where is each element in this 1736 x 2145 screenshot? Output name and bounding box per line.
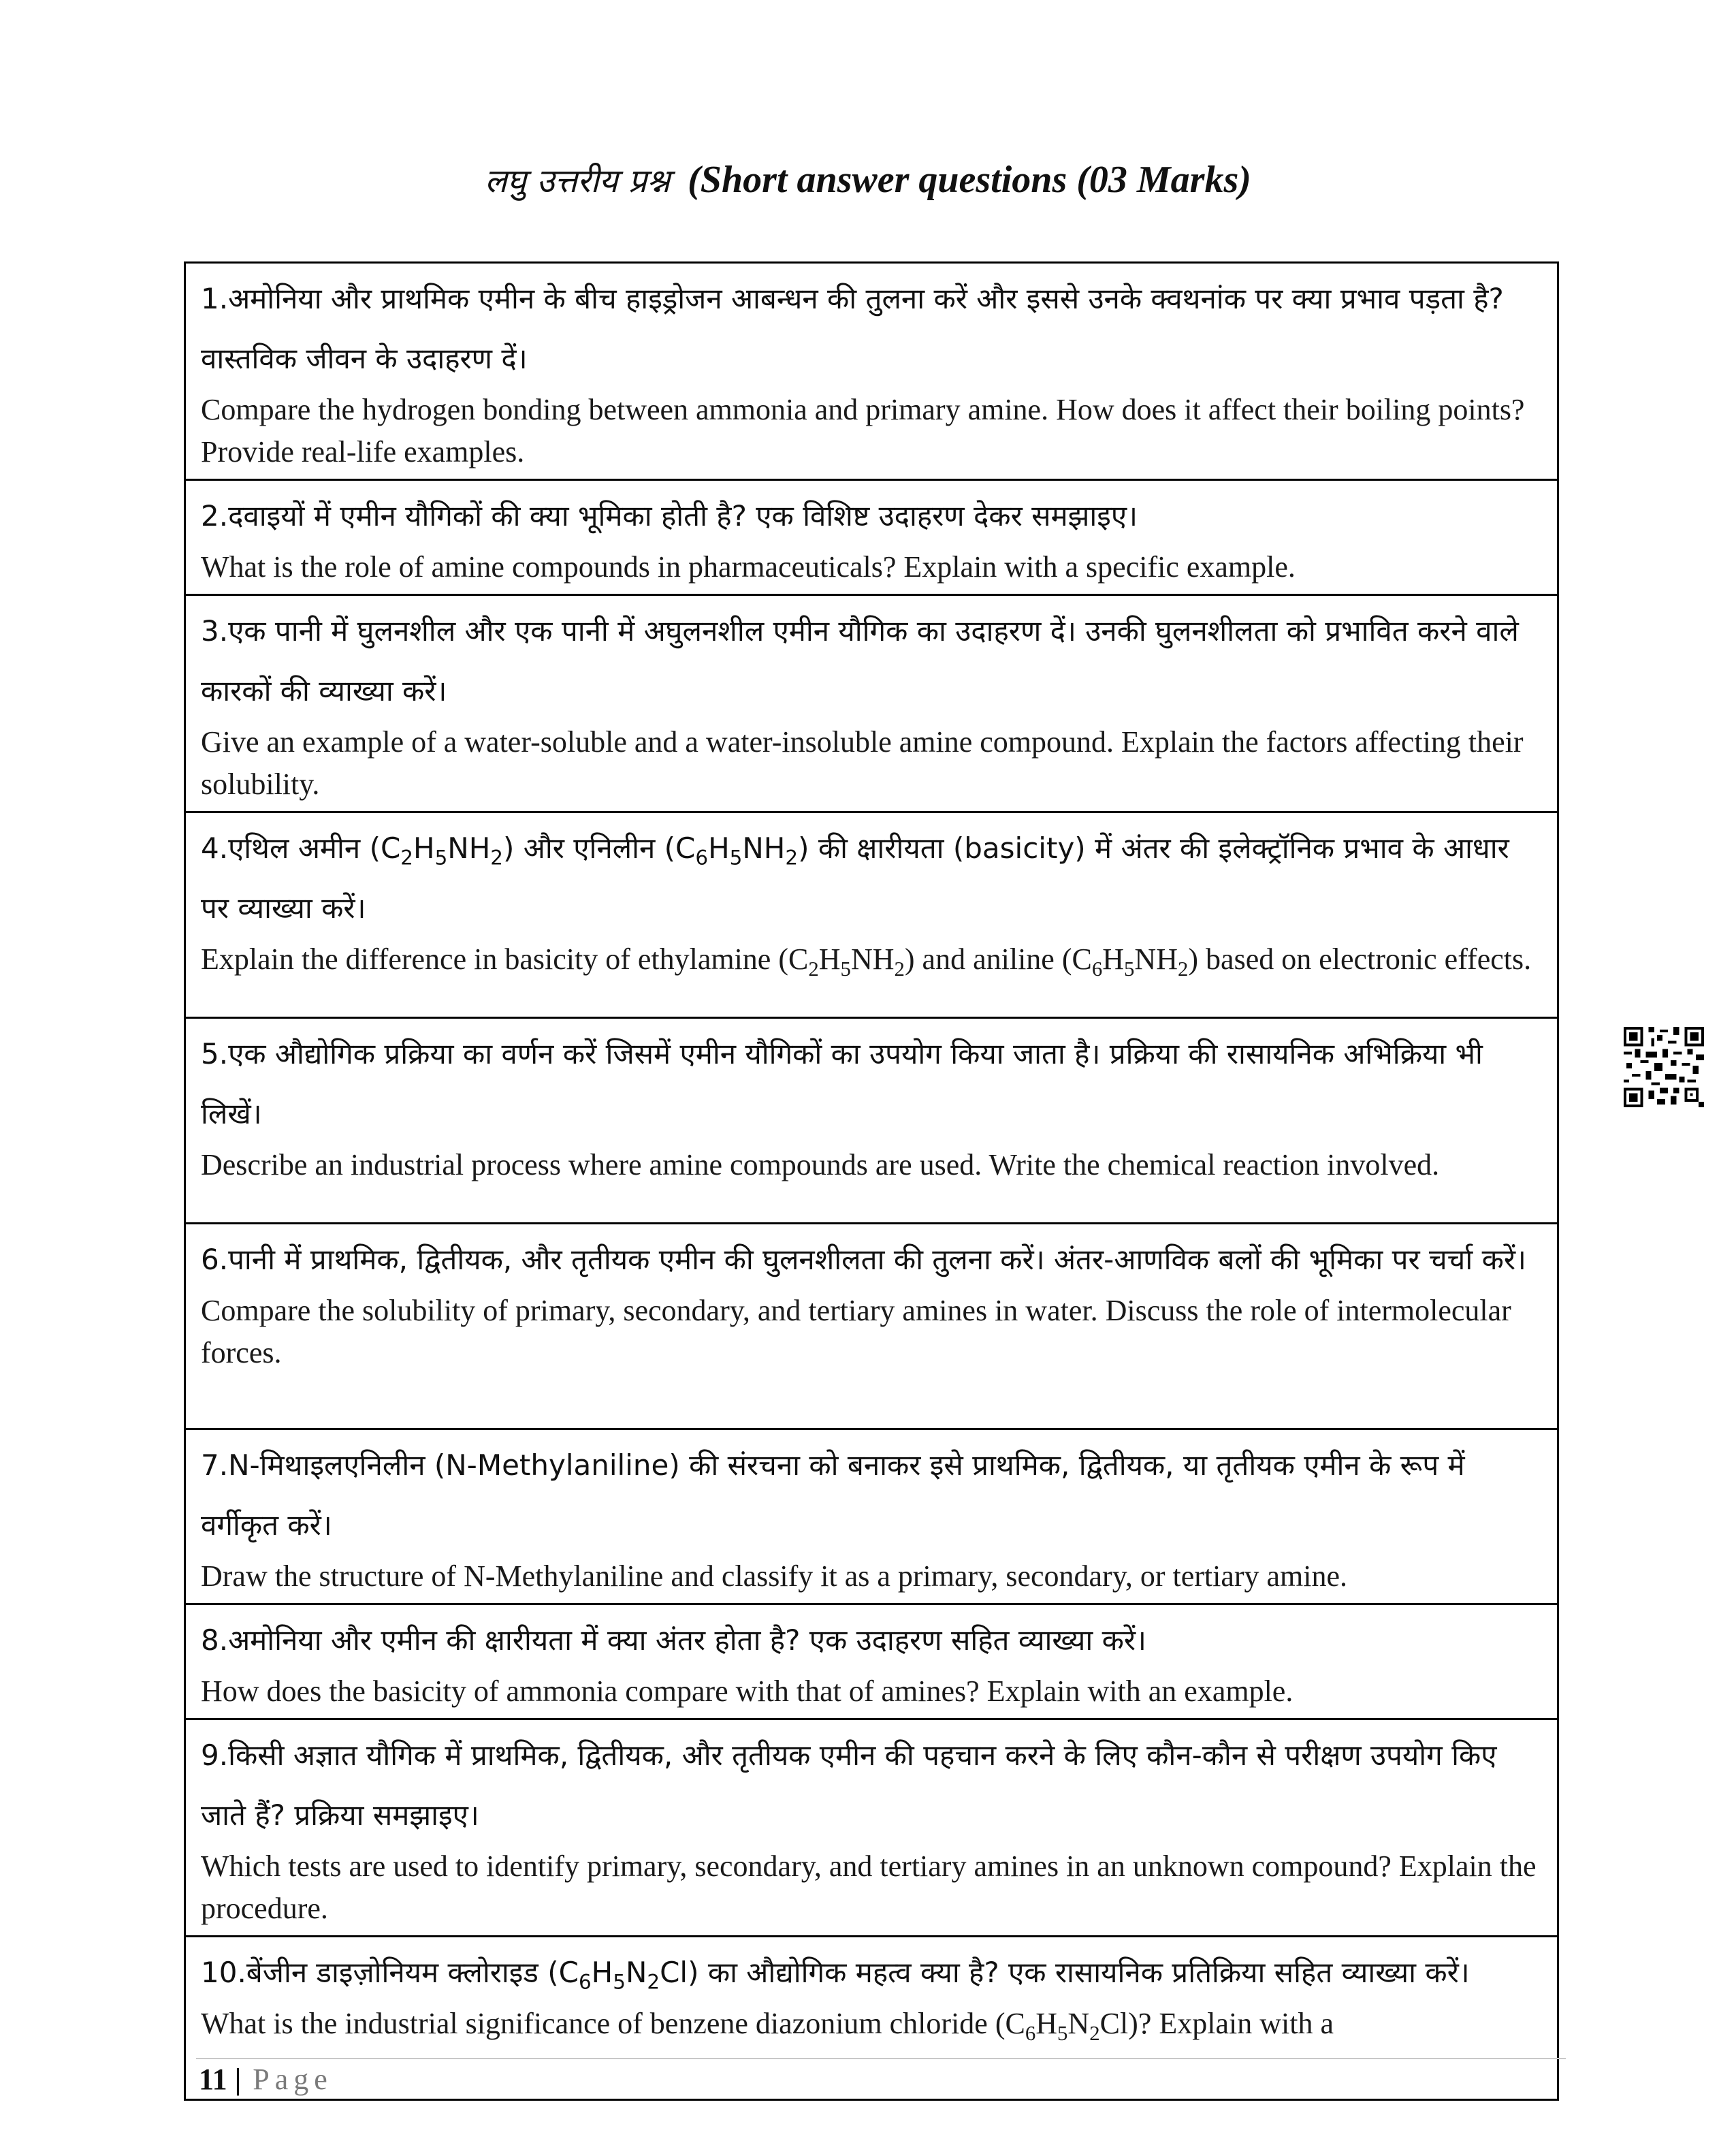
- question-cell: [185, 1719, 1558, 1937]
- question-cell: [185, 480, 1558, 595]
- question-row: [185, 1018, 1558, 1224]
- question-hindi: 7.N-मिथाइलएनिलीन (N-Methylaniline) की संरचना को बनाकर इसे प्राथमिक, द्वितीयक, या तृतीयक एमीन के रूप में वर्गीकृत करें।: [201, 1448, 1465, 1542]
- question-hindi: 4.एथिल अमीन $(C_2H_5NH_2)$ और एनिलीन $(C_6H_5NH_2)$ की क्षारीयता (basicity) में अंतर की इलेक्ट्रॉनिक प्रभाव के आधार पर व्याख्या करें।: [201, 831, 1509, 925]
- question-english: Compare the solubility of primary, secondary, and tertiary amines in water. Discuss the role of intermolecular forces.: [201, 1294, 1511, 1369]
- question-hindi: 6.पानी में प्राथमिक, द्वितीयक, और तृतीयक एमीन की घुलनशीलता की तुलना करें। अंतर-आणविक बलों की भूमिका पर चर्चा करें।: [201, 1243, 1526, 1276]
- question-english: What is the industrial significance of benzene diazonium chloride $(C_6H_5N_2Cl)$? Explain with a: [201, 2007, 1334, 2045]
- question-row: [185, 595, 1558, 812]
- question-english: Compare the hydrogen bonding between ammonia and primary amine. How does it affect their boiling points? Provide real-life examples.: [201, 393, 1525, 468]
- question-hindi: 8.अमोनिया और एमीन की क्षारीयता में क्या अंतर होता है? एक उदाहरण सहित व्याख्या करें।: [201, 1623, 1146, 1657]
- question-english: How does the basicity of ammonia compare with that of amines? Explain with an example.: [201, 1674, 1293, 1708]
- question-english: Which tests are used to identify primary, secondary, and tertiary amines in an unknown compound? Explain the procedure.: [201, 1849, 1537, 1925]
- question-english: What is the role of amine compounds in pharmaceuticals? Explain with a specific example.: [201, 550, 1296, 584]
- question-cell: [185, 812, 1558, 1018]
- footer-separator: |: [234, 2063, 242, 2096]
- question-hindi: 5.एक औद्योगिक प्रक्रिया का वर्णन करें जिसमें एमीन यौगिकों का उपयोग किया जाता है। प्रक्रिया की रासायनिक अभिक्रिया भी लिखें।: [201, 1037, 1483, 1130]
- page-word: Page: [253, 2063, 333, 2096]
- question-cell: [185, 1937, 1558, 2100]
- title-hindi: लघु उत्तरीय प्रश्न: [485, 162, 671, 200]
- question-english: Explain the difference in basicity of ethylamine $(C_2H_5NH_2)$ and aniline $(C_6H_5NH_2)$ based on electronic effects.: [201, 942, 1532, 981]
- page-title: [0, 158, 1736, 202]
- question-cell: [185, 595, 1558, 812]
- question-cell: [185, 1224, 1558, 1429]
- page-footer: [199, 2062, 333, 2097]
- question-row: [185, 812, 1558, 1018]
- question-hindi: 1.अमोनिया और प्राथमिक एमीन के बीच हाइड्रोजन आबन्धन की तुलना करें और इससे उनके क्वथनांक पर क्या प्रभाव पड़ता है? वास्तविक जीवन के उदाहरण दें।: [201, 282, 1504, 375]
- qr-code-icon: [1624, 1027, 1704, 1107]
- question-row: [185, 263, 1558, 480]
- question-hindi: 3.एक पानी में घुलनशील और एक पानी में अघुलनशील एमीन यौगिक का उदाहरण दें। उनकी घुलनशीलता को प्रभावित करने वाले कारकों की व्याख्या करें।: [201, 614, 1519, 708]
- question-cell: [185, 1018, 1558, 1224]
- title-english: (Short answer questions (03 Marks): [688, 159, 1251, 201]
- questions-table: [184, 261, 1559, 2101]
- question-english: Give an example of a water-soluble and a water-insoluble amine compound. Explain the factors affecting their solubility.: [201, 725, 1524, 801]
- question-hindi: 10.बेंजीन डाइज़ोनियम क्लोराइड $(C_6H_5N_2Cl)$ का औद्योगिक महत्व क्या है? एक रासायनिक प्रतिक्रिया सहित व्याख्या करें।: [201, 1956, 1470, 1994]
- question-row: [185, 1429, 1558, 1604]
- question-hindi: 9.किसी अज्ञात यौगिक में प्राथमिक, द्वितीयक, और तृतीयक एमीन की पहचान करने के लिए कौन-कौन से परीक्षण उपयोग किए जाते हैं? प्रक्रिया समझाइए।: [201, 1738, 1497, 1832]
- page-number: 11: [199, 2063, 227, 2096]
- question-row: [185, 1937, 1558, 2100]
- footer-divider: [196, 2058, 1566, 2059]
- question-cell: [185, 1429, 1558, 1604]
- question-hindi: 2.दवाइयों में एमीन यौगिकों की क्या भूमिका होती है? एक विशिष्ट उदाहरण देकर समझाइए।: [201, 499, 1138, 533]
- question-row: [185, 1719, 1558, 1937]
- question-cell: [185, 263, 1558, 480]
- question-english: Describe an industrial process where amine compounds are used. Write the chemical reaction involved.: [201, 1148, 1440, 1181]
- question-row: [185, 1224, 1558, 1429]
- question-row: [185, 1604, 1558, 1719]
- question-english: Draw the structure of N-Methylaniline and classify it as a primary, secondary, or tertiary amine.: [201, 1559, 1348, 1593]
- question-cell: [185, 1604, 1558, 1719]
- question-row: [185, 480, 1558, 595]
